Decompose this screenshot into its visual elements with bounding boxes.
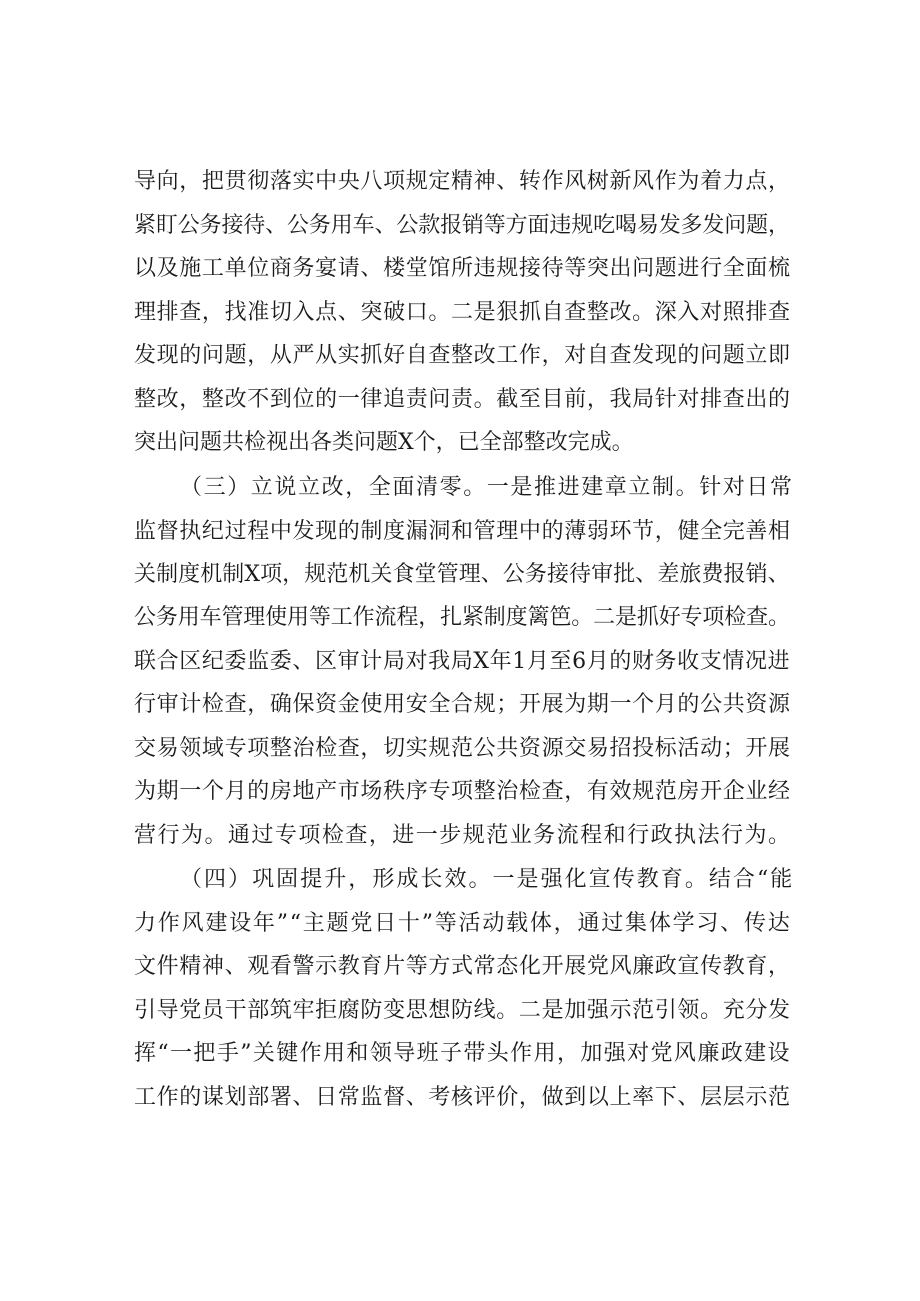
paragraph-3-line: 文件精神、观看警示教育片等方式常态化开展党风廉政宣传教育， bbox=[134, 954, 791, 979]
paragraph-1-line: 紧盯公务接待、公务用车、公款报销等方面违规吃喝易发多发问题， bbox=[134, 213, 790, 238]
paragraph-3-line: 力作风建设年”“主题党日十”等活动载体，通过集体学习、传达 bbox=[134, 911, 792, 936]
paragraph-1-line: 导向，把贯彻落实中央八项规定精神、转作风树新风作为着力点， bbox=[134, 169, 791, 194]
paragraph-2-line: 营行为。通过专项检查，进一步规范业务流程和行政执法行为。 bbox=[134, 823, 792, 848]
paragraph-1-line: 突出问题共检视出各类问题X个，已全部整改完成。 bbox=[134, 430, 634, 455]
paragraph-2-line: 为期一个月的房地产市场秩序专项整治检查，有效规范房开企业经 bbox=[134, 779, 791, 804]
paragraph-3-line: 挥“一把手”关键作用和领导班子带头作用，加强对党风廉政建设 bbox=[134, 1041, 791, 1066]
paragraph-3-line: 工作的谋划部署、日常监督、考核评价，做到以上率下、层层示范 bbox=[134, 1085, 791, 1110]
paragraph-1-line: 整改，整改不到位的一律追责问责。截至目前，我局针对排查出的 bbox=[134, 387, 791, 412]
paragraph-2-line: 交易领域专项整治检查，切实规范公共资源交易招投标活动；开展 bbox=[134, 736, 791, 761]
paragraph-3-line: （四）巩固提升，形成长效。一是强化宣传教育。结合“能 bbox=[180, 867, 795, 892]
paragraph-2-line: 联合区纪委监委、区审计局对我局X年1月至6月的财务收支情况进 bbox=[134, 649, 791, 674]
paragraph-2-line: 关制度机制X项，规范机关食堂管理、公务接待审批、差旅费报销、 bbox=[134, 562, 790, 587]
paragraph-1-line: 以及施工单位商务宴请、楼堂馆所违规接待等突出问题进行全面梳 bbox=[134, 256, 791, 281]
paragraph-1-line: 发现的问题，从严从实抓好自查整改工作，对自查发现的问题立即 bbox=[134, 343, 791, 368]
paragraph-2-line: 行审计检查，确保资金使用安全合规；开展为期一个月的公共资源 bbox=[134, 692, 791, 717]
paragraph-2-line: 公务用车管理使用等工作流程，扎紧制度篱笆。二是抓好专项检查。 bbox=[134, 605, 790, 630]
paragraph-2-line: （三）立说立改，全面清零。一是推进建章立制。针对日常 bbox=[180, 475, 794, 500]
paragraph-1-line: 理排查，找准切入点、突破口。二是狠抓自查整改。深入对照排查 bbox=[134, 300, 791, 325]
paragraph-2-line: 监督执纪过程中发现的制度漏洞和管理中的薄弱环节，健全完善相 bbox=[134, 519, 791, 544]
paragraph-3-line: 引导党员干部筑牢拒腐防变思想防线。二是加强示范引领。充分发 bbox=[134, 998, 791, 1023]
